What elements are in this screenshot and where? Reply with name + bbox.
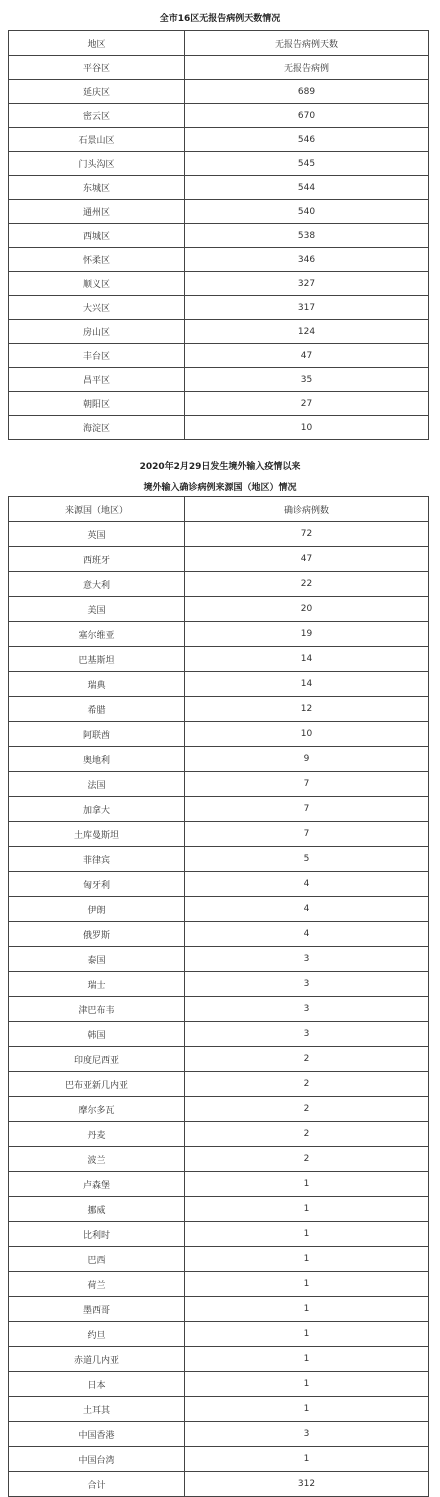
row-name-cell: 墨西哥 [9, 1297, 185, 1322]
row-value-cell: 3 [185, 997, 429, 1022]
row-name-cell: 土库曼斯坦 [9, 822, 185, 847]
row-value-cell: 538 [185, 224, 429, 248]
table-row [9, 572, 429, 597]
table-row [9, 797, 429, 822]
table-row [9, 872, 429, 897]
table-row [9, 922, 429, 947]
row-name-cell: 土耳其 [9, 1397, 185, 1422]
row-value-cell: 3 [185, 1422, 429, 1447]
row-value-cell: 无报告病例 [185, 56, 429, 80]
row-value-cell: 14 [185, 672, 429, 697]
table-header-row [9, 497, 429, 522]
row-value-cell: 4 [185, 897, 429, 922]
row-name-cell: 延庆区 [9, 80, 185, 104]
header-district: 地区 [9, 31, 185, 56]
row-name-cell: 丰台区 [9, 344, 185, 368]
row-name-cell: 菲律宾 [9, 847, 185, 872]
table-row [9, 1222, 429, 1247]
total-row [9, 1472, 429, 1497]
row-value-cell: 4 [185, 872, 429, 897]
row-name-cell: 平谷区 [9, 56, 185, 80]
table-row [9, 697, 429, 722]
table-row [9, 1047, 429, 1072]
row-name-cell: 昌平区 [9, 368, 185, 392]
row-value-cell: 3 [185, 1022, 429, 1047]
section2-title-line2: 境外输入确诊病例来源国（地区）情况 [143, 483, 297, 493]
table-row [9, 1347, 429, 1372]
table-row [9, 1072, 429, 1097]
row-value-cell: 3 [185, 972, 429, 997]
table-row [9, 847, 429, 872]
header-no-case-days: 无报告病例天数 [185, 31, 429, 56]
row-name-cell: 东城区 [9, 176, 185, 200]
table-row [9, 392, 429, 416]
row-name-cell: 约旦 [9, 1322, 185, 1347]
row-value-cell: 47 [185, 547, 429, 572]
row-name-cell: 比利时 [9, 1222, 185, 1247]
row-value-cell: 2 [185, 1097, 429, 1122]
row-value-cell: 1 [185, 1197, 429, 1222]
table-row [9, 647, 429, 672]
row-value-cell: 689 [185, 80, 429, 104]
row-name-cell: 荷兰 [9, 1272, 185, 1297]
row-name-cell: 中国香港 [9, 1422, 185, 1447]
row-value-cell: 22 [185, 572, 429, 597]
table-row [9, 1122, 429, 1147]
table-row [9, 547, 429, 572]
table-row [9, 56, 429, 80]
row-value-cell: 2 [185, 1122, 429, 1147]
row-name-cell: 西班牙 [9, 547, 185, 572]
table-row [9, 368, 429, 392]
row-value-cell: 1 [185, 1272, 429, 1297]
row-name-cell: 大兴区 [9, 296, 185, 320]
row-value-cell: 20 [185, 597, 429, 622]
row-value-cell: 1 [185, 1222, 429, 1247]
row-name-cell: 房山区 [9, 320, 185, 344]
table-row [9, 747, 429, 772]
row-name-cell: 瑞典 [9, 672, 185, 697]
row-name-cell: 阿联酋 [9, 722, 185, 747]
row-name-cell: 英国 [9, 522, 185, 547]
row-name-cell: 赤道几内亚 [9, 1347, 185, 1372]
row-name-cell: 希腊 [9, 697, 185, 722]
row-value-cell: 35 [185, 368, 429, 392]
table-row [9, 1147, 429, 1172]
row-value-cell: 1 [185, 1172, 429, 1197]
row-name-cell: 门头沟区 [9, 152, 185, 176]
row-value-cell: 10 [185, 722, 429, 747]
row-value-cell: 10 [185, 416, 429, 440]
table-row [9, 1322, 429, 1347]
table-row [9, 416, 429, 440]
row-value-cell: 670 [185, 104, 429, 128]
table-row [9, 1172, 429, 1197]
row-name-cell: 塞尔维亚 [9, 622, 185, 647]
row-name-cell: 泰国 [9, 947, 185, 972]
row-value-cell: 124 [185, 320, 429, 344]
table-row [9, 272, 429, 296]
row-name-cell: 奥地利 [9, 747, 185, 772]
row-value-cell: 7 [185, 822, 429, 847]
row-value-cell: 14 [185, 647, 429, 672]
row-name-cell: 俄罗斯 [9, 922, 185, 947]
table-row [9, 622, 429, 647]
row-value-cell: 546 [185, 128, 429, 152]
row-value-cell: 1 [185, 1322, 429, 1347]
row-name-cell: 巴西 [9, 1247, 185, 1272]
row-value-cell: 327 [185, 272, 429, 296]
row-name-cell: 顺义区 [9, 272, 185, 296]
total-label-cell: 合计 [9, 1472, 185, 1497]
row-value-cell: 2 [185, 1147, 429, 1172]
section1-title: 全市16区无报告病例天数情况 [159, 14, 281, 24]
table-row [9, 344, 429, 368]
row-value-cell: 1 [185, 1372, 429, 1397]
row-value-cell: 5 [185, 847, 429, 872]
table-row [9, 224, 429, 248]
table-row [9, 772, 429, 797]
row-name-cell: 通州区 [9, 200, 185, 224]
row-name-cell: 印度尼西亚 [9, 1047, 185, 1072]
row-name-cell: 摩尔多瓦 [9, 1097, 185, 1122]
total-value-cell: 312 [185, 1472, 429, 1497]
row-name-cell: 密云区 [9, 104, 185, 128]
row-name-cell: 中国台湾 [9, 1447, 185, 1472]
table-row [9, 672, 429, 697]
table-row [9, 1272, 429, 1297]
row-value-cell: 47 [185, 344, 429, 368]
table-row [9, 200, 429, 224]
table-row [9, 1422, 429, 1447]
row-value-cell: 1 [185, 1247, 429, 1272]
row-name-cell: 美国 [9, 597, 185, 622]
row-value-cell: 1 [185, 1397, 429, 1422]
row-name-cell: 日本 [9, 1372, 185, 1397]
row-name-cell: 匈牙利 [9, 872, 185, 897]
table-header-row [9, 31, 429, 56]
row-value-cell: 4 [185, 922, 429, 947]
row-name-cell: 丹麦 [9, 1122, 185, 1147]
row-value-cell: 317 [185, 296, 429, 320]
table-row [9, 822, 429, 847]
table-row [9, 128, 429, 152]
table-row [9, 1022, 429, 1047]
table-row [9, 296, 429, 320]
table-row [9, 972, 429, 997]
table-row [9, 80, 429, 104]
row-name-cell: 朝阳区 [9, 392, 185, 416]
table-row [9, 1372, 429, 1397]
table-row [9, 176, 429, 200]
row-value-cell: 545 [185, 152, 429, 176]
row-name-cell: 怀柔区 [9, 248, 185, 272]
table-row [9, 104, 429, 128]
row-name-cell: 挪威 [9, 1197, 185, 1222]
row-value-cell: 72 [185, 522, 429, 547]
imported-cases-source-table [8, 496, 429, 1497]
table-row [9, 597, 429, 622]
table-row [9, 1197, 429, 1222]
table-row [9, 947, 429, 972]
table-row [9, 1297, 429, 1322]
row-name-cell: 津巴布韦 [9, 997, 185, 1022]
row-value-cell: 346 [185, 248, 429, 272]
table-row [9, 1097, 429, 1122]
table-row [9, 320, 429, 344]
row-name-cell: 瑞士 [9, 972, 185, 997]
row-value-cell: 1 [185, 1347, 429, 1372]
row-name-cell: 韩国 [9, 1022, 185, 1047]
row-name-cell: 石景山区 [9, 128, 185, 152]
row-name-cell: 意大利 [9, 572, 185, 597]
row-name-cell: 西城区 [9, 224, 185, 248]
row-name-cell: 海淀区 [9, 416, 185, 440]
section2-title-line1: 2020年2月29日发生境外输入疫情以来 [139, 462, 301, 472]
row-name-cell: 巴布亚新几内亚 [9, 1072, 185, 1097]
table-row [9, 1447, 429, 1472]
row-value-cell: 2 [185, 1072, 429, 1097]
table-row [9, 722, 429, 747]
row-value-cell: 544 [185, 176, 429, 200]
row-value-cell: 540 [185, 200, 429, 224]
row-value-cell: 7 [185, 772, 429, 797]
table-row [9, 152, 429, 176]
row-name-cell: 波兰 [9, 1147, 185, 1172]
row-value-cell: 27 [185, 392, 429, 416]
row-value-cell: 3 [185, 947, 429, 972]
table-row [9, 522, 429, 547]
row-name-cell: 伊朗 [9, 897, 185, 922]
table-row [9, 897, 429, 922]
table-row [9, 1247, 429, 1272]
table-row [9, 997, 429, 1022]
row-name-cell: 卢森堡 [9, 1172, 185, 1197]
row-name-cell: 法国 [9, 772, 185, 797]
row-value-cell: 19 [185, 622, 429, 647]
row-value-cell: 2 [185, 1047, 429, 1072]
district-no-case-days-table [8, 30, 429, 440]
row-value-cell: 1 [185, 1447, 429, 1472]
row-value-cell: 7 [185, 797, 429, 822]
row-value-cell: 1 [185, 1297, 429, 1322]
row-name-cell: 巴基斯坦 [9, 647, 185, 672]
row-value-cell: 9 [185, 747, 429, 772]
header-confirmed-cases: 确诊病例数 [185, 497, 429, 522]
table-row [9, 1397, 429, 1422]
row-name-cell: 加拿大 [9, 797, 185, 822]
header-source-country: 来源国（地区） [9, 497, 185, 522]
table-row [9, 248, 429, 272]
row-value-cell: 12 [185, 697, 429, 722]
